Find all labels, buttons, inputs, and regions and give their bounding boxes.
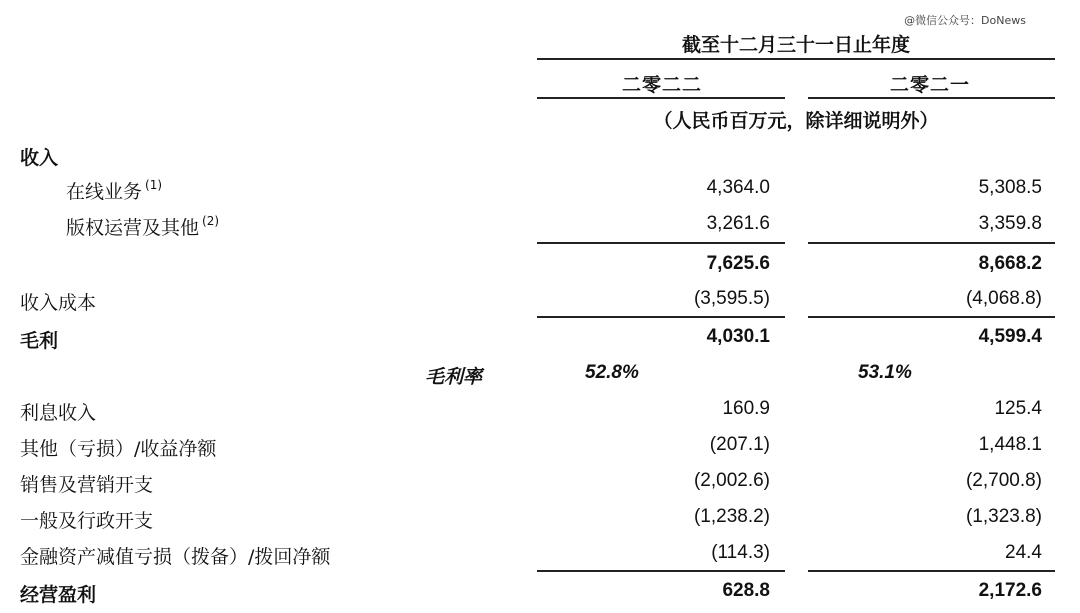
value-2022: (207.1) <box>709 434 770 455</box>
footnote-marker: (2) <box>202 213 220 228</box>
gross-rule-2022 <box>537 316 785 318</box>
row-interest-income <box>0 392 1080 428</box>
row-copyright-operations <box>0 207 1080 243</box>
value-2021: (4,068.8) <box>965 288 1042 309</box>
value-2022: 160.9 <box>722 398 770 419</box>
row-label: 利息收入 <box>20 402 97 424</box>
row-label: 一般及行政开支 <box>20 510 154 532</box>
value-2021: (1,323.8) <box>965 506 1042 527</box>
row-label: 版权运营及其他 $^{(2)}$ <box>66 213 220 239</box>
value-2022: (1,238.2) <box>693 506 770 527</box>
row-selling-expenses <box>0 464 1080 500</box>
gross-rule-2021 <box>808 316 1055 318</box>
row-revenue-total <box>0 247 1080 283</box>
row-label: 毛利率 <box>424 366 482 388</box>
row-label: 金融资产减值亏损（拨备）/拨回净额 <box>20 546 331 568</box>
value-2022: 52.8% <box>585 362 639 383</box>
value-2021: 8,668.2 <box>978 253 1042 274</box>
value-2022: 4,364.0 <box>706 177 770 198</box>
footnote-marker: (1) <box>145 177 163 192</box>
column-header-2022: 二零二二 <box>621 74 702 96</box>
operating-rule-2021 <box>808 570 1055 572</box>
row-operating-profit <box>0 574 1080 610</box>
column-rule-2022 <box>537 97 785 99</box>
value-2021: 24.4 <box>1005 542 1042 563</box>
row-cost-of-revenue <box>0 282 1080 318</box>
value-2022: 628.8 <box>722 580 770 601</box>
value-2021: 125.4 <box>994 398 1042 419</box>
value-2022: 4,030.1 <box>706 326 770 347</box>
row-impairment <box>0 536 1080 572</box>
column-rule-2021 <box>808 97 1055 99</box>
row-admin-expenses <box>0 500 1080 536</box>
row-label: 毛利 <box>20 330 59 352</box>
value-2022: (114.3) <box>711 542 770 563</box>
row-label: 经营盈利 <box>20 584 97 606</box>
row-revenue-title <box>0 137 1080 173</box>
row-label: 销售及营销开支 <box>20 474 154 496</box>
subtotal-rule-2022 <box>537 242 785 244</box>
watermark: @微信公众号：DoNews <box>904 14 1026 27</box>
value-2022: (3,595.5) <box>693 288 770 309</box>
value-2022: (2,002.6) <box>693 470 770 491</box>
value-2022: 7,625.6 <box>706 253 770 274</box>
period-header: 截至十二月三十一日止年度 <box>681 34 910 56</box>
unit-note: （人民币百万元，除详细说明外） <box>653 110 939 132</box>
value-2021: 2,172.6 <box>978 580 1042 601</box>
header-rule <box>537 58 1055 60</box>
row-label: 其他（亏损）/收益净额 <box>20 438 217 460</box>
row-other-gains <box>0 428 1080 464</box>
value-2021: 1,448.1 <box>978 434 1042 455</box>
subtotal-rule-2021 <box>808 242 1055 244</box>
row-label: 在线业务 $^{(1)}$ <box>66 177 163 203</box>
row-label: 收入 <box>20 147 59 169</box>
row-gross-profit <box>0 320 1080 356</box>
value-2021: 3,359.8 <box>978 213 1042 234</box>
operating-rule-2022 <box>537 570 785 572</box>
value-2021: 4,599.4 <box>978 326 1042 347</box>
row-online-business <box>0 171 1080 207</box>
row-label: 收入成本 <box>20 292 97 314</box>
value-2022: 3,261.6 <box>706 213 770 234</box>
column-header-2021: 二零二一 <box>889 74 970 96</box>
value-2021: 53.1% <box>858 362 912 383</box>
value-2021: (2,700.8) <box>965 470 1042 491</box>
value-2021: 5,308.5 <box>978 177 1042 198</box>
row-gross-margin <box>0 356 1080 392</box>
